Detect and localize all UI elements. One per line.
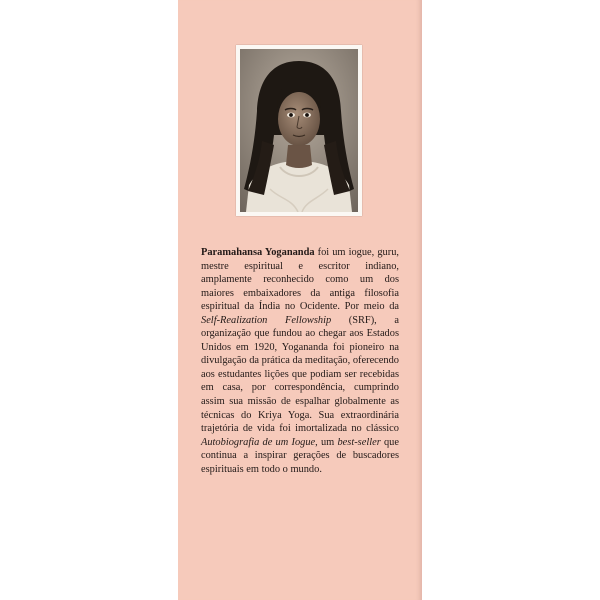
- author-portrait-image: [240, 49, 358, 212]
- book-flap: [178, 0, 422, 600]
- book-title: Autobiografia de um Iogue: [201, 436, 316, 448]
- portrait-frame: [236, 45, 362, 216]
- bio-text-2: (SRF), a organização que fundou ao chegar aos Estados Unidos em 1920, Yogananda foi pioneiro na divulgação da prática da meditação, oferecendo aos estudantes lições que podiam ser recebidas em casa, por correspondência, cumprindo assim sua missão de espalhar globalmente as técnicas do Kriya Yoga. Sua extraordinária trajetória de vida foi imortalizada no clássico: [201, 314, 399, 435]
- bio-text-4: que continua a inspirar gerações de buscadores espirituais em todo o mundo.: [201, 436, 399, 475]
- author-name: Paramahansa Yogananda: [201, 247, 315, 258]
- bio-text-3: , um: [315, 436, 338, 448]
- bestseller-term: best-seller: [337, 436, 381, 448]
- author-biography: [201, 246, 399, 476]
- bio-text-1: foi um iogue, guru, mestre espiritual e escritor indiano, amplamente reconhecido como um dos maiores embaixadores da antiga filosofia espiritual da Índia no Ocidente. Por meio da: [201, 247, 399, 313]
- organization-name: Self-Realization Fellowship: [201, 314, 332, 326]
